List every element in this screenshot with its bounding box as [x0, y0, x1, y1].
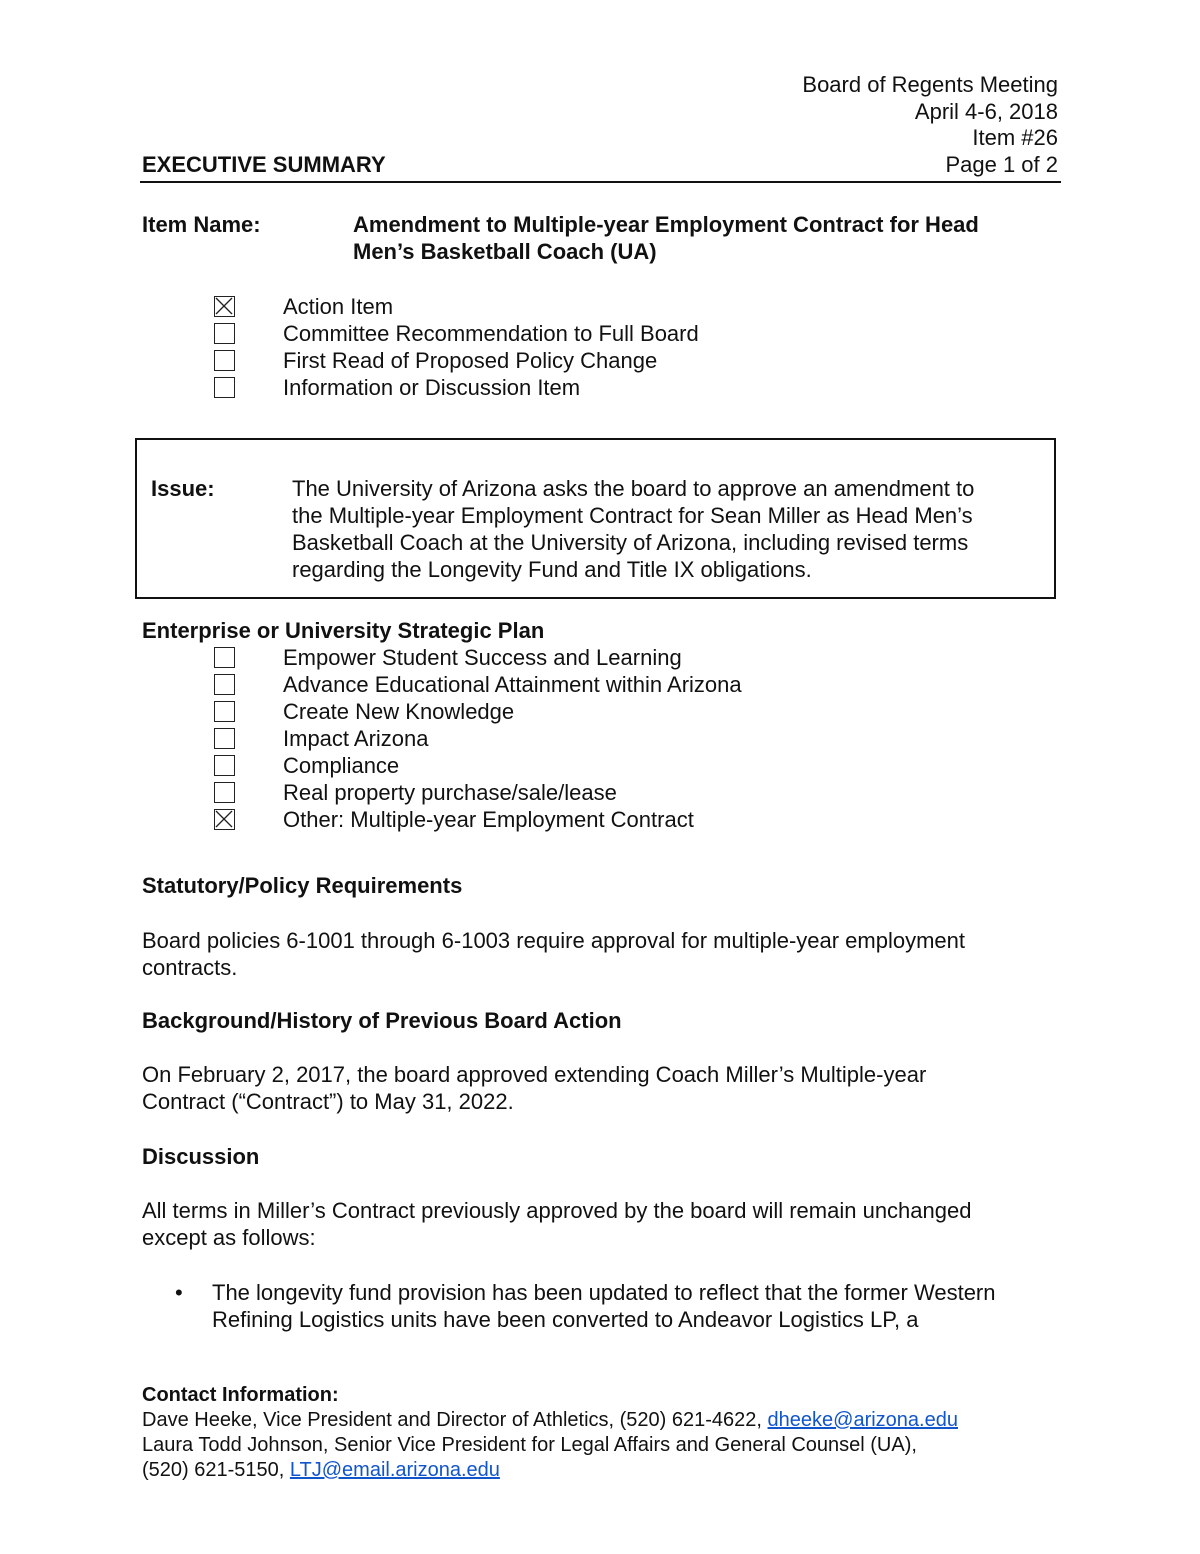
- checklist-item: [214, 347, 814, 374]
- discussion-text: [142, 1197, 971, 1251]
- checkbox-icon[interactable]: [214, 728, 235, 749]
- checklist-label: Committee Recommendation to Full Board: [283, 321, 699, 346]
- bullet-icon: •: [175, 1280, 183, 1305]
- contact-text: Dave Heeke, Vice President and Director of Athletics, (520) 621-4622,: [142, 1409, 768, 1431]
- header-rule: [140, 181, 1061, 183]
- item-type-list: [214, 293, 814, 401]
- item-number: Item #26: [972, 125, 1058, 150]
- checkbox-icon[interactable]: [214, 647, 235, 668]
- item-name-label: Item Name:: [142, 212, 261, 237]
- checklist-item: [214, 374, 814, 401]
- meeting-dates: April 4-6, 2018: [914, 99, 1058, 124]
- checklist-label: Create New Knowledge: [283, 699, 515, 724]
- page-number: Page 1 of 2: [945, 152, 1058, 177]
- page-title: EXECUTIVE SUMMARY: [142, 152, 386, 177]
- bullet-text: [212, 1279, 996, 1333]
- item-name-line2: Men’s Basketball Coach (UA): [353, 239, 657, 264]
- checklist-item: [214, 725, 914, 752]
- checklist-label: Compliance: [283, 753, 400, 778]
- contact-line2: Laura Todd Johnson, Senior Vice President for Legal Affairs and General Counsel (UA),: [142, 1434, 917, 1456]
- issue-line: Basketball Coach at the University of Arizona, including revised terms: [292, 530, 969, 555]
- bullet-line: Refining Logistics units have been converted to Andeavor Logistics LP, a: [212, 1307, 919, 1332]
- checklist-item: [214, 293, 814, 320]
- checkbox-icon[interactable]: [214, 323, 235, 344]
- checkbox-icon[interactable]: [214, 782, 235, 803]
- meeting-name: Board of Regents Meeting: [802, 72, 1058, 97]
- checked-box-icon[interactable]: [214, 809, 235, 830]
- email-link-dheeke[interactable]: dheeke@arizona.edu: [767, 1409, 958, 1431]
- paragraph-line: Contract (“Contract”) to May 31, 2022.: [142, 1089, 514, 1114]
- checklist-label: First Read of Proposed Policy Change: [283, 348, 658, 373]
- contact-text: (520) 621-5150,: [142, 1459, 290, 1481]
- background-text: [142, 1061, 926, 1115]
- background-heading: Background/History of Previous Board Action: [142, 1008, 622, 1033]
- checklist-label: Advance Educational Attainment within Arizona: [283, 672, 742, 697]
- issue-line: the Multiple-year Employment Contract for Sean Miller as Head Men’s: [292, 503, 973, 528]
- checklist-label: Impact Arizona: [283, 726, 429, 751]
- checklist-label: Action Item: [283, 294, 394, 319]
- checklist-item: [214, 752, 914, 779]
- checkbox-icon[interactable]: [214, 755, 235, 776]
- checklist-item: [214, 671, 914, 698]
- checklist-item: [214, 320, 814, 347]
- bullet-line: The longevity fund provision has been updated to reflect that the former Western: [212, 1280, 996, 1305]
- checklist-item: [214, 806, 914, 833]
- issue-line: The University of Arizona asks the board to approve an amendment to: [292, 476, 975, 501]
- checklist-item: [214, 644, 914, 671]
- statutory-text: [142, 927, 965, 981]
- strategic-plan-heading: Enterprise or University Strategic Plan: [142, 618, 545, 643]
- checkbox-icon[interactable]: [214, 701, 235, 722]
- checked-box-icon[interactable]: [214, 296, 235, 317]
- contact-line1: [142, 1408, 958, 1433]
- checklist-label: Real property purchase/sale/lease: [283, 780, 617, 805]
- contact-heading: Contact Information:: [142, 1384, 339, 1406]
- checklist-label: Information or Discussion Item: [283, 375, 581, 400]
- discussion-heading: Discussion: [142, 1144, 260, 1169]
- paragraph-line: All terms in Miller’s Contract previously approved by the board will remain unchanged: [142, 1198, 972, 1223]
- item-name-line1: Amendment to Multiple-year Employment Contract for Head: [353, 212, 979, 237]
- paragraph-line: On February 2, 2017, the board approved extending Coach Miller’s Multiple-year: [142, 1062, 927, 1087]
- checkbox-icon[interactable]: [214, 350, 235, 371]
- checklist-item: [214, 779, 914, 806]
- paragraph-line: contracts.: [142, 955, 238, 980]
- checklist-label: Other: Multiple-year Employment Contract: [283, 807, 694, 832]
- paragraph-line: Board policies 6-1001 through 6-1003 require approval for multiple-year employment: [142, 928, 966, 953]
- issue-label: Issue:: [151, 476, 215, 501]
- contact-line3: [142, 1458, 500, 1483]
- issue-line: regarding the Longevity Fund and Title IX obligations.: [292, 557, 812, 582]
- statutory-heading: Statutory/Policy Requirements: [142, 873, 463, 898]
- paragraph-line: except as follows:: [142, 1225, 316, 1250]
- email-link-ltj[interactable]: LTJ@email.arizona.edu: [289, 1459, 500, 1481]
- checklist-label: Empower Student Success and Learning: [283, 645, 682, 670]
- checklist-item: [214, 698, 914, 725]
- strategic-plan-list: [214, 644, 914, 833]
- issue-text: [292, 475, 974, 583]
- checkbox-icon[interactable]: [214, 377, 235, 398]
- checkbox-icon[interactable]: [214, 674, 235, 695]
